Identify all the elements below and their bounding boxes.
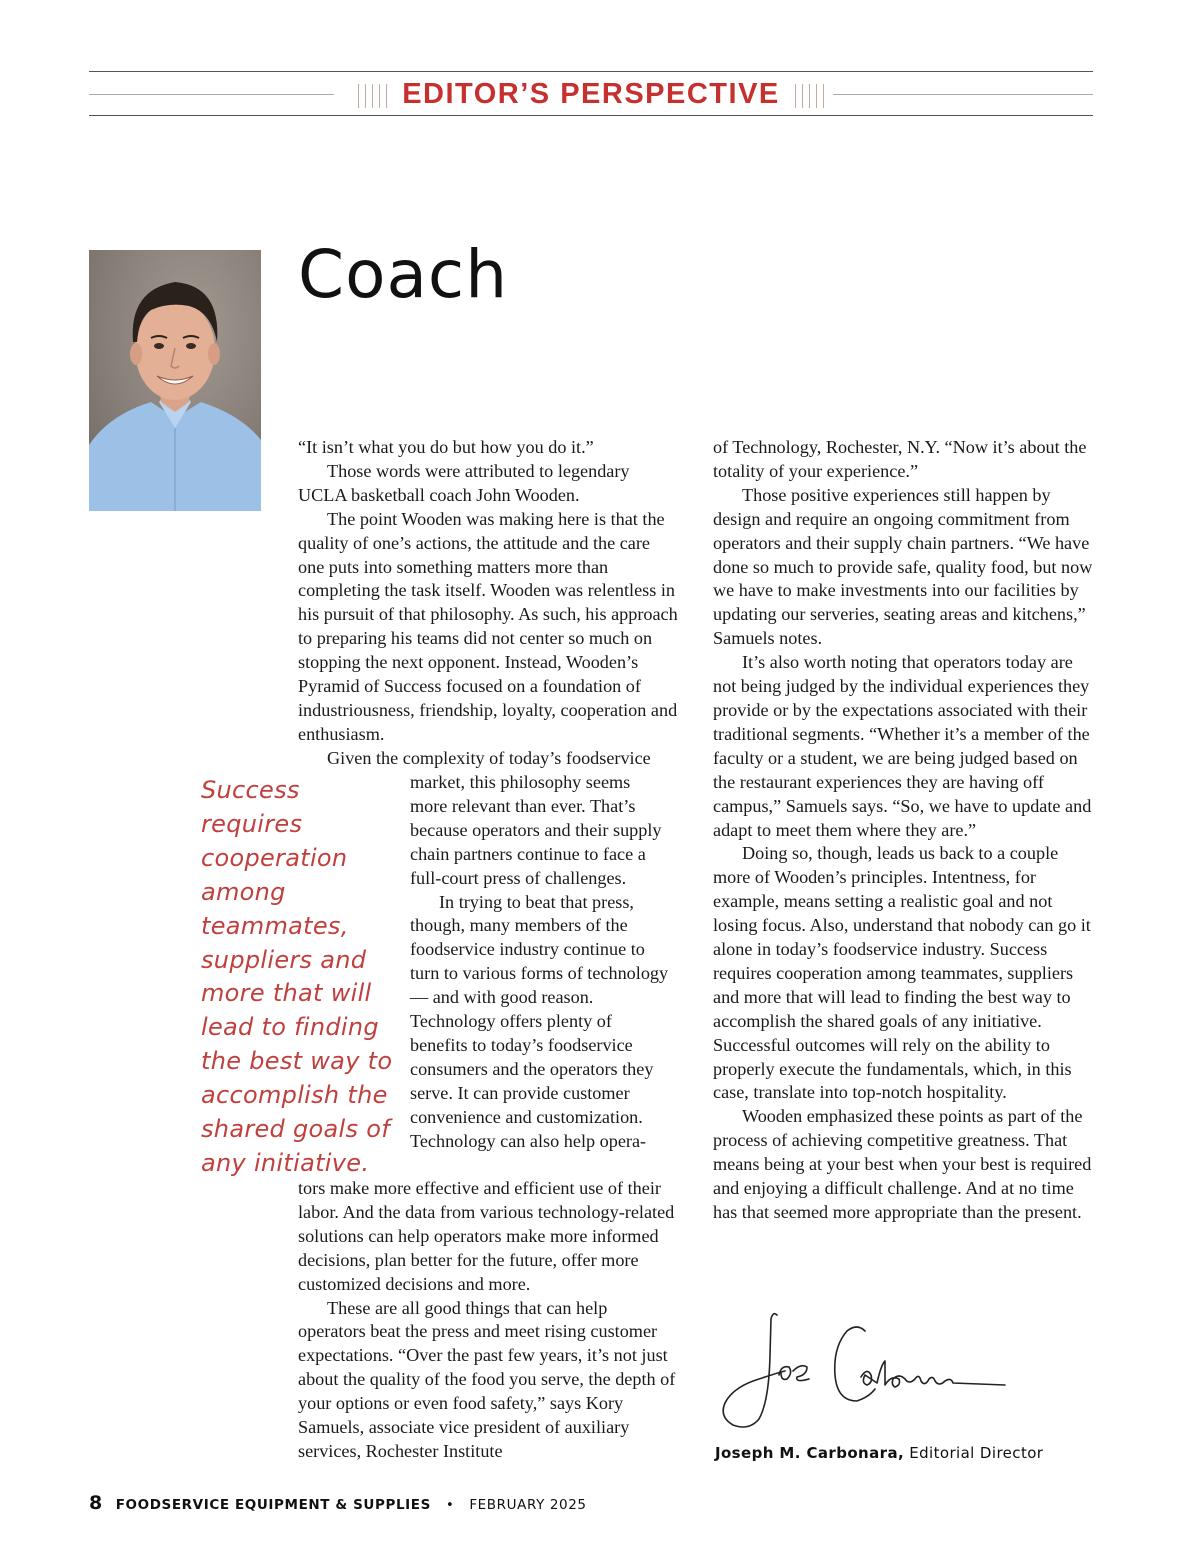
paragraph: These are all good things that can help operators beat the press and meet rising customer expectations. “Over the past few years, it’s not just about the quality of the food you serve, the depth of your options or even food safety,” says Kory Samuels, associate vice president of auxiliary services, Rochester Institute: [298, 1297, 676, 1461]
article-headline: Coach: [298, 236, 509, 313]
left-bars-ornament: [355, 79, 390, 112]
editor-name: Joseph M. Carbonara,: [715, 1444, 905, 1462]
header-bottom-rule: [89, 115, 1093, 116]
footer-separator: •: [445, 1497, 455, 1513]
body-column-1-bottom: [298, 1177, 678, 1464]
page-number: 8: [89, 1492, 103, 1514]
paragraph: Those positive experiences still happen by design and require an ongoing commitment from operators and their supply chain partners. “We have done so much to provide safe, quality food, but now we have to make investments into our facilities by updating our serveries, seating areas and kitchens,” Samuels notes.: [713, 484, 1093, 649]
publication-name: FOODSERVICE EQUIPMENT & SUPPLIES: [115, 1497, 431, 1513]
paragraph: Those words were attributed to legendary UCLA basketball coach John Wooden.: [298, 460, 630, 505]
paragraph: Given the complexity of today’s foodservice: [327, 747, 651, 768]
paragraph: The point Wooden was making here is that the quality of one’s actions, the attitude and the care one puts into something matters more than completing the task itself. Wooden was relentless in his pursuit of that philosophy. As such, his approach to preparing his teams did not center so much on stopping the next opponent. Instead, Wooden’s Pyramid of Success focused on a foundation of industriousness, friendship, loyalty, cooperation and enthusiasm.: [298, 508, 678, 744]
body-column-2: [713, 436, 1095, 1225]
paragraph: market, this philosophy seems more relevant than ever. That’s because operators and their supply chain partners continue to face a full-court press of challenges.: [410, 772, 662, 888]
paragraph: Wooden emphasized these points as part of the process of achieving competitive greatness. That means being at your best when your best is required and enjoying a difficult challenge. And at no time has that seemed more appropriate than the present.: [713, 1106, 1092, 1222]
body-column-1-middle: [410, 771, 672, 1154]
editor-title: Editorial Director: [909, 1444, 1044, 1462]
section-title-wrap: [89, 78, 1093, 112]
signoff: [715, 1444, 1043, 1462]
page-footer: [89, 1492, 587, 1514]
pull-quote: Success requires cooperation among teammates, suppliers and more that will lead to finding the best way to accomplish the shared goals of any initiative.: [201, 776, 393, 1177]
paragraph: Doing so, though, leads us back to a couple more of Wooden’s principles. Intentness, for example, means setting a realistic goal and not losing focus. Also, understand that nobody can go it alone in today’s foodservice industry. Success requires cooperation among teammates, suppliers and more that will lead to finding the best way to accomplish the shared goals of any initiative. Successful outcomes will rely on the ability to properly execute the fundamentals, which, in this case, translate into top-notch hospitality.: [713, 843, 1091, 1103]
body-column-1-top: [298, 436, 678, 771]
issue-date: FEBRUARY 2025: [469, 1497, 587, 1513]
paragraph: of Technology, Rochester, N.Y. “Now it’s about the totality of your experience.”: [713, 437, 1087, 481]
paragraph: In trying to beat that press, though, many members of the foodservice industry continue to turn to various forms of technology — and with good reason. Technology offers plenty of benefits to today’s foodservice consumers and the operators they serve. It can provide customer convenience and customization. Technology can also help opera-: [410, 891, 669, 1151]
handwritten-signature: [715, 1305, 1015, 1435]
editor-portrait: [89, 250, 261, 511]
paragraph: It’s also worth noting that operators today are not being judged by the individual experiences they provide or by the expectations associated with their traditional segments. “Whether it’s a member of the faculty or a student, we are being judged based on the restaurant experiences they are having off campus,” Samuels says. “So, we have to update and adapt to meet them where they are.”: [713, 652, 1092, 840]
portrait-image: [89, 250, 261, 511]
paragraph: tors make more effective and efficient use of their labor. And the data from various technology-related solutions can help operators make more informed decisions, plan better for the future, offer more customized decisions and more.: [298, 1178, 675, 1294]
section-header: [89, 72, 1093, 115]
section-title: EDITOR’S PERSPECTIVE: [402, 78, 780, 110]
paragraph: “It isn’t what you do but how you do it.”: [298, 437, 594, 457]
right-bars-ornament: [792, 79, 827, 112]
